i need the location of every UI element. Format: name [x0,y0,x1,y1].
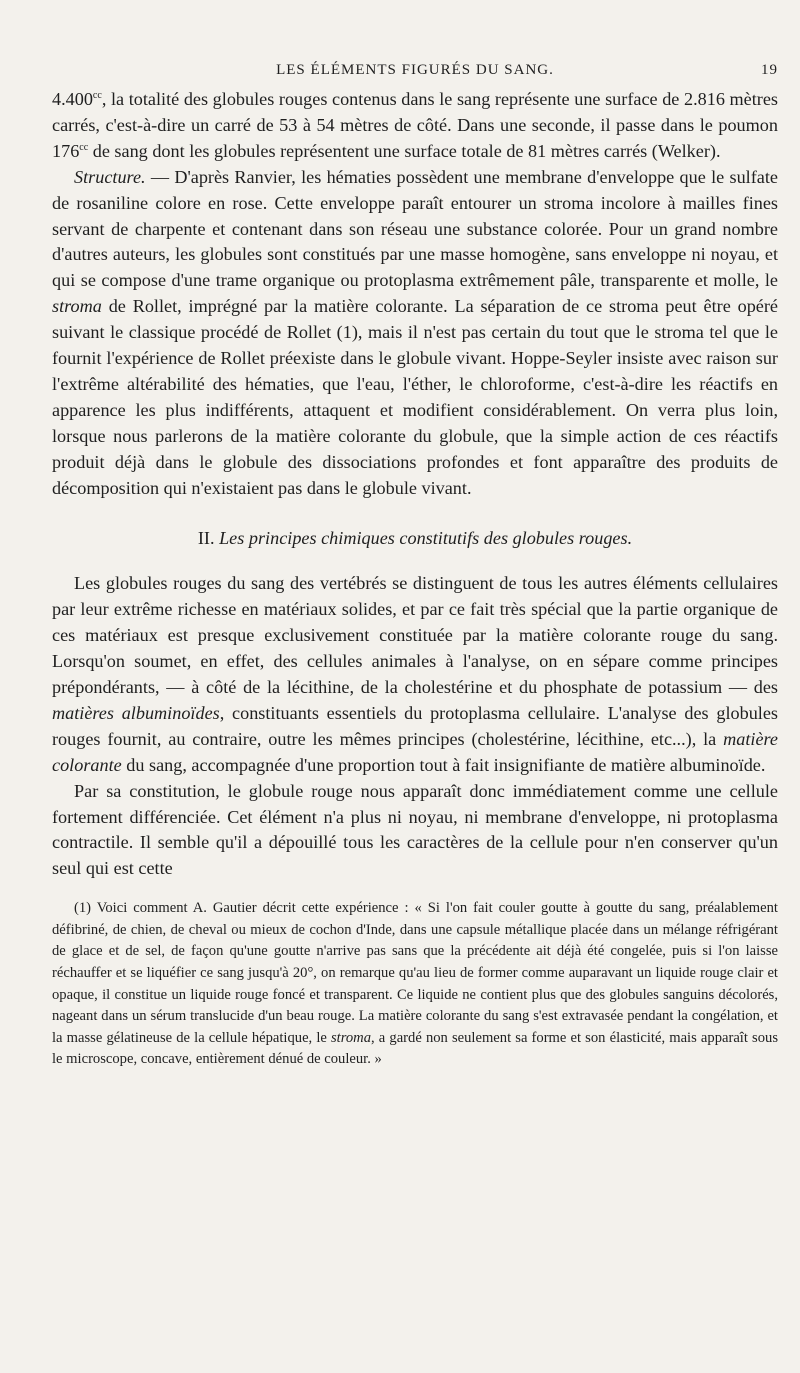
running-head-title: LES ÉLÉMENTS FIGURÉS DU SANG. [276,62,554,78]
paragraph-structure: Structure. — D'après Ranvier, les hématies possèdent une membrane d'enveloppe que le sulfate de rosaniline colore en rose. Cette enveloppe paraît entourer un stroma incolore à mailles fines servant de charpente et contenant dans son réseau une substance colorée. Pour un grand nombre d'autres auteurs, les globules sont constitués par une masse homogène, sans enveloppe ni noyau, et qui se compose d'une trame organique ou protoplasma extrêmement pâle, transparente et molle, le stroma de Rollet, imprégné par la matière colorante. La séparation de ce stroma peut être opéré suivant le classique procédé de Rollet (1), mais il n'est pas certain du tout que le stroma tel que le fournit l'expérience de Rollet préexiste dans le globule vivant. Hoppe-Seyler insiste avec raison sur l'extrême altérabilité des hématies, que l'eau, l'éther, le chloroforme, c'est-à-dire les réactifs en apparence les plus indifférents, attaquent et modifient considérablement. On verra plus loin, lorsque nous parlerons de la matière colorante du globule, que la simple action de ces réactifs produit déjà dans le globule des dissociations profondes et font apparaître des produits de décomposition qui n'existaient pas dans le globule vivant. [52,166,778,498]
paragraph-continued: 4.400$^{cc}$, la totalité des globules rouges contenus dans le sang représente une surface de 2.816 mètres carrés, c'est-à-dire un carré de 53 à 54 mètres de côté. Dans une seconde, il passe dans le poumon $176^{cc}$ de sang dont les globules représentent une surface totale de 81 mètres carrés (Welker). [52,89,778,161]
paragraph-constitution: Par sa constitution, le globule rouge nous apparaît donc immédiatement comme une cellule fortement différenciée. Cet élément n'a plus ni noyau, ni membrane d'enveloppe, ni protoplasma contractile. Il semble qu'il a dépouillé tous les caractères de la cellule pour n'en conserver qu'un seul qui est cette [52,780,778,879]
page-number: 19 [761,62,778,78]
paragraph-principes: Les globules rouges du sang des vertébrés se distinguent de tous les autres éléments cellulaires par leur extrême richesse en matériaux solides, et par ce fait très spécial que la partie organique de ces matériaux est presque exclusivement constituée par la matière colorante rouge du sang. Lorsqu'on soumet, en effet, des cellules animales à l'analyse, on en sépare comme principes prépondérants, — à côté de la lécithine, de la cholestérine et du phosphate de potassium — des matières albuminoïdes, constituants essentiels du protoplasma cellulaire. L'analyse des globules rouges fournit, au contraire, outre les mêmes principes (cholestérine, lécithine, etc...), la matière colorante du sang, accompagnée d'une proportion tout à fait insignifiante de matière albuminoïde. [52,573,779,775]
section-heading [52,526,778,552]
structure-lead: Structure. [74,166,146,187]
footnote: (1) Voici comment A. Gautier décrit cette expérience : « Si l'on fait couler goutte à goutte du sang, préalablement défibriné, de chien, de cheval ou mieux de cochon d'Inde, dans une capsule métallique placée dans un mélange réfrigérant de glace et de sel, de façon qu'une goutte n'arrive pas sans que la précédente ait déjà été congelée, puis si l'on laisse réchauffer et se liquéfier ce sang jusqu'à 20°, on remarque qu'au lieu de former comme auparavant un liquide rouge clair et opaque, il constitue un liquide rouge foncé et transparent. Ce liquide ne contient plus que des globules sanguins décolorés, nageant dans un sérum translucide d'un beau rouge. La matière colorante du sang s'est extravasée pendant la congélation, et la masse gélatineuse de la cellule hépatique, le stroma, a gardé non seulement sa forme et son élasticité, mais apparaît sous le microscope, concave, entièrement dénué de couleur. » [52,900,778,1068]
body-text [52,87,778,882]
section-numeral: II. [197,527,215,548]
section-title: Les principes chimiques constitutifs des globules rouges. [219,527,633,548]
running-head [52,62,778,79]
